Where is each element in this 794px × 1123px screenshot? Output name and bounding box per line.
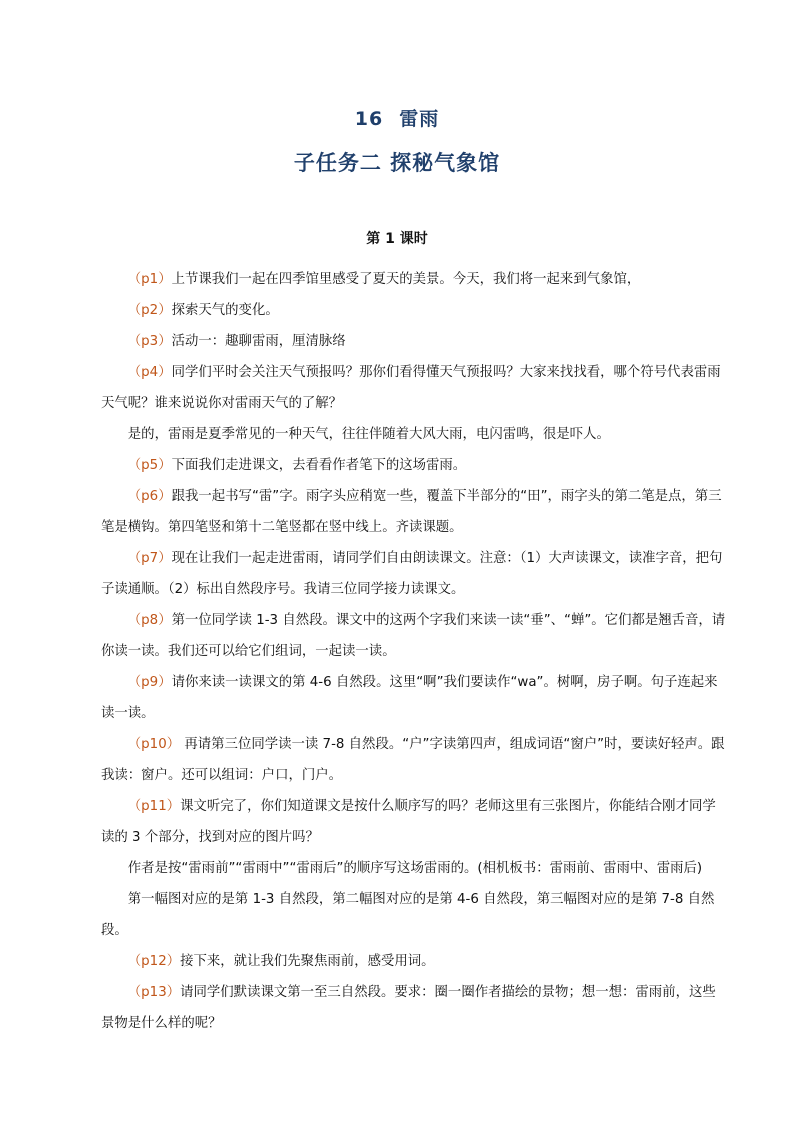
paragraph-label: （p1）: [127, 272, 172, 287]
paragraph-text: 下面我们走进课文，去看看作者笔下的这场雷雨。: [171, 458, 467, 473]
paragraph-label: （p12）: [127, 954, 181, 969]
paragraph-p8: [101, 605, 729, 667]
paragraph-text: 请同学们默读课文第一至三自然段。要求：圈一圈作者描绘的景物；想一想：雷雨前，这些景物是什么样的呢？: [101, 985, 716, 1031]
paragraph-text: 上节课我们一起在四季馆里感受了夏天的美景。今天，我们将一起来到气象馆，: [171, 272, 641, 287]
paragraph-p6: [101, 481, 729, 543]
subtitle: 子任务二 探秘气象馆: [293, 151, 501, 175]
paragraph-p12: [101, 946, 729, 977]
paragraph-p1: [101, 264, 729, 295]
paragraph-text: 第一幅图对应的是第 1-3 自然段，第二幅图对应的是第 4-6 自然段，第三幅图对应的是第 7-8 自然段。: [101, 892, 715, 938]
paragraph-text: 是的，雷雨是夏季常见的一种天气，往往伴随着大风大雨，电闪雷鸣，很是吓人。: [127, 427, 610, 442]
paragraph-p7: [101, 543, 729, 605]
paragraph-label: （p5）: [127, 458, 172, 473]
paragraph-text: 再请第三位同学读一读 7-8 自然段。“户”字读第四声，组成词语“窗户”时，要读好轻声。跟我读：窗户。还可以组词：户口，门户。: [101, 737, 725, 783]
paragraph-p11: [101, 791, 729, 853]
paragraph-note-3: [101, 884, 729, 946]
paragraph-text: 探索天气的变化。: [171, 303, 279, 318]
paragraph-text: 跟我一起书写“雷”字。雨字头应稍宽一些，覆盖下半部分的“田”，雨字头的第二笔是点，第三笔是横钩。第四笔竖和第十二笔竖都在竖中线上。齐读课题。: [101, 489, 722, 535]
lesson-number: 16: [354, 108, 384, 130]
paragraph-p3: [101, 326, 729, 357]
paragraph-text: 现在让我们一起走进雷雨，请同学们自由朗读课文。注意：（1）大声读课文，读准字音，把句子读通顺。（2）标出自然段序号。我请三位同学接力读课文。: [101, 551, 723, 597]
paragraph-label: （p2）: [127, 303, 172, 318]
paragraph-label: （p9）: [127, 675, 172, 690]
paragraph-p4: [101, 357, 729, 419]
paragraph-p2: [101, 295, 729, 326]
paragraph-label: （p13）: [127, 985, 181, 1000]
lesson-title: [0, 104, 794, 131]
paragraph-text: 课文听完了，你们知道课文是按什么顺序写的吗？老师这里有三张图片，你能结合刚才同学读的 3 个部分，找到对应的图片吗？: [101, 799, 716, 845]
paragraph-text: 请你来读一读课文的第 4-6 自然段。这里“啊”我们要读作“wa”。树啊，房子啊。句子连起来读一读。: [101, 675, 718, 721]
paragraph-label: （p6）: [127, 489, 172, 504]
paragraph-label: （p11）: [127, 799, 181, 814]
paragraph-text: 作者是按“雷雨前”“雷雨中”“雷雨后”的顺序写这场雷雨的。(相机板书：雷雨前、雷雨中、雷雨后): [127, 861, 703, 876]
paragraph-text: 接下来，就让我们先聚焦雨前，感受用词。: [180, 954, 435, 969]
paragraph-p9: [101, 667, 729, 729]
paragraph-text: 活动一：趣聊雷雨，厘清脉络: [171, 334, 346, 349]
paragraph-label: （p10）: [127, 737, 181, 752]
paragraph-text: 同学们平时会关注天气预报吗？那你们看得懂天气预报吗？大家来找找看，哪个符号代表雷雨天气呢？谁来说说你对雷雨天气的了解？: [101, 365, 721, 411]
paragraph-p10: [101, 729, 729, 791]
paragraph-label: （p8）: [127, 613, 172, 628]
body-text: [101, 264, 729, 1039]
paragraph-note-2: [101, 853, 729, 884]
paragraph-label: （p7）: [127, 551, 172, 566]
paragraph-text: 第一位同学读 1-3 自然段。课文中的这两个字我们来读一读“垂”、“蝉”。它们都是翘舌音，请你读一读。我们还可以给它们组词，一起读一读。: [101, 613, 726, 659]
section-title: 第 1 课时: [366, 231, 428, 247]
paragraph-note-1: [101, 419, 729, 450]
paragraph-label: （p4）: [127, 365, 172, 380]
paragraph-p5: [101, 450, 729, 481]
paragraph-p13: [101, 977, 729, 1039]
paragraph-label: （p3）: [127, 334, 172, 349]
lesson-name: 雷雨: [399, 108, 440, 130]
